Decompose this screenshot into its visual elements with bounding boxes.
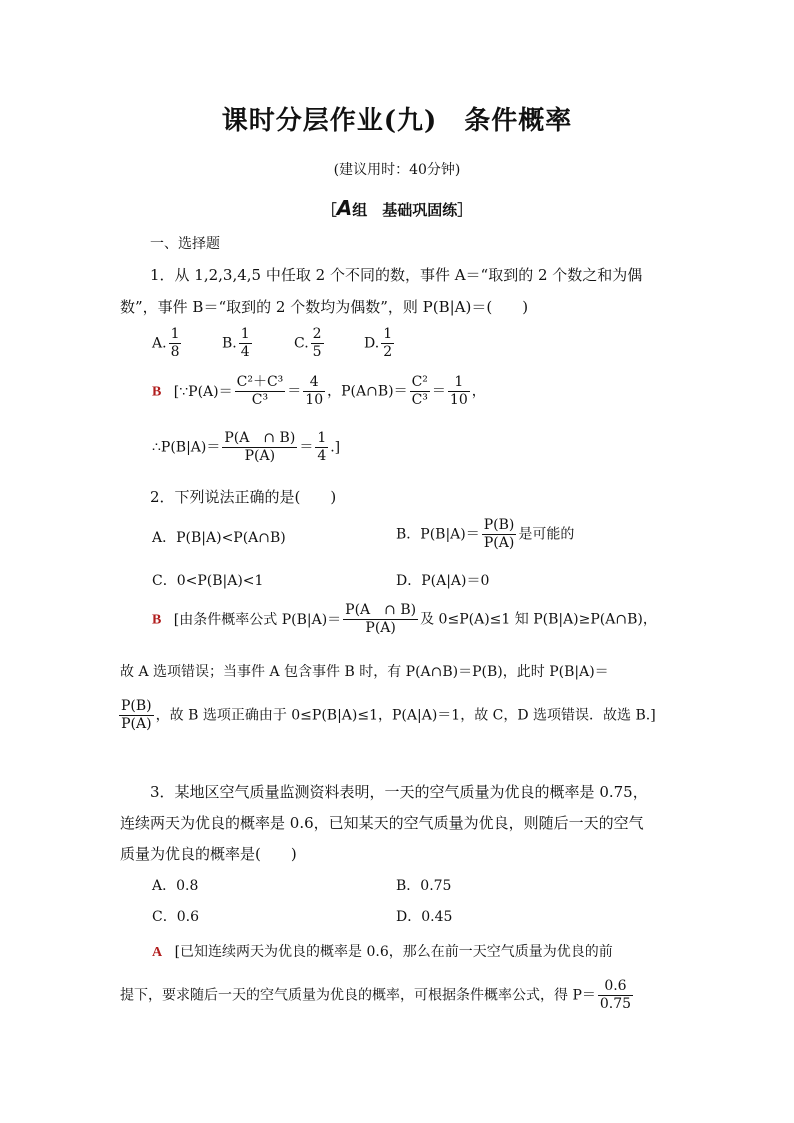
q3-stem-line1: 3．某地区空气质量监测资料表明，一天的空气质量为优良的概率是 0.75， xyxy=(150,783,648,801)
section-heading: 一、选择题 xyxy=(150,236,220,252)
q2-solution-line2: 故 A 选项错误；当事件 A 包含事件 B 时，有 P(A∩B)＝P(B)，此时 P(B|A)＝ xyxy=(120,664,609,680)
group-letter: A xyxy=(336,196,353,220)
q3-option-d: D．0.45 xyxy=(396,909,453,925)
q3-option-a: A．0.8 xyxy=(152,878,199,894)
q3-stem-line2: 连续两天为优良的概率是 0.6，已知某天的空气质量为优良，则随后一天的空气 xyxy=(120,814,644,832)
q3-answer-letter: A xyxy=(152,945,163,960)
group-label: 组 基础巩固练 xyxy=(352,201,458,219)
q1-answer-letter: B xyxy=(152,384,162,400)
q1-stem-line1: 1．从 1,2,3,4,5 中任取 2 个不同的数，事件 A＝“取到的 2 个数之和为偶 xyxy=(150,266,643,284)
page-title: 课时分层作业(九) 条件概率 xyxy=(221,106,573,136)
q1-stem-line2: 数”，事件 B＝“取到的 2 个数均为偶数”，则 P(B|A)＝( ) xyxy=(120,298,529,316)
group-heading xyxy=(0,196,794,220)
q2-solution-line1: B [由条件概率公式 P(B|A)＝ $\frac{P(A \cap B)}{P(A)}$ 及 0≤P(A)≤1 知 P(B|A)≥P(A∩B)， xyxy=(152,602,657,636)
q1-solution-line1: B [∵P(A)＝ $\frac{\text{C²＋C³}}{\text{C³}}$ ＝ $\frac{4}{10}$ ，P(A∩B)＝ $\frac{\text{C²}}{\text{C³}}$ ＝ $\frac{1}{10}$ ， xyxy=(152,374,486,408)
q1-option-d: D. $\frac{1}{2}$ xyxy=(364,326,393,360)
q1-option-a: A. $\frac{1}{8}$ xyxy=(152,326,180,360)
group-bracket-right: ］ xyxy=(457,201,473,219)
q2-option-b: B．P(B|A)＝ $\frac{P(B)}{P(A)}$ 是可能的 xyxy=(396,517,575,551)
q2-option-a: A．P(B|A)<P(A∩B) xyxy=(152,530,286,546)
q2-solution-line3: $\frac{P(B)}{P(A)}$ ，故 B 选项正确由于 0≤P(B|A)≤1，P(A|A)＝1，故 C，D 选项错误．故选 B.] xyxy=(121,698,656,732)
q3-solution-line1: A [已知连续两天为优良的概率是 0.6，那么在前一天空气质量为优良的前 xyxy=(152,944,613,960)
q3-option-b: B．0.75 xyxy=(396,878,452,894)
q3-stem-line3: 质量为优良的概率是( ) xyxy=(120,845,297,863)
q1-solution-line2: ∴P(B|A)＝ $\frac{P(A \cap B)}{P(A)}$ ＝ $\frac{1}{4}$ .] xyxy=(152,430,341,464)
q2-option-d: D．P(A|A)＝0 xyxy=(396,573,490,589)
q2-option-c: C．0<P(B|A)<1 xyxy=(152,573,264,589)
q3-solution-line2: 提下，要求随后一天的空气质量为优良的概率，可根据条件概率公式，得 P＝ $\frac{0.6}{0.75}$ xyxy=(120,978,632,1012)
q2-answer-letter: B xyxy=(152,612,162,628)
q3-option-c: C．0.6 xyxy=(152,909,199,925)
q1-option-c: C. $\frac{2}{5}$ xyxy=(294,326,322,360)
suggested-time: (建议用时：40分钟) xyxy=(333,162,461,178)
q2-stem: 2．下列说法正确的是( ) xyxy=(150,488,337,506)
group-bracket-left: ［ xyxy=(321,201,337,219)
q1-option-b: B. $\frac{1}{4}$ xyxy=(222,326,250,360)
